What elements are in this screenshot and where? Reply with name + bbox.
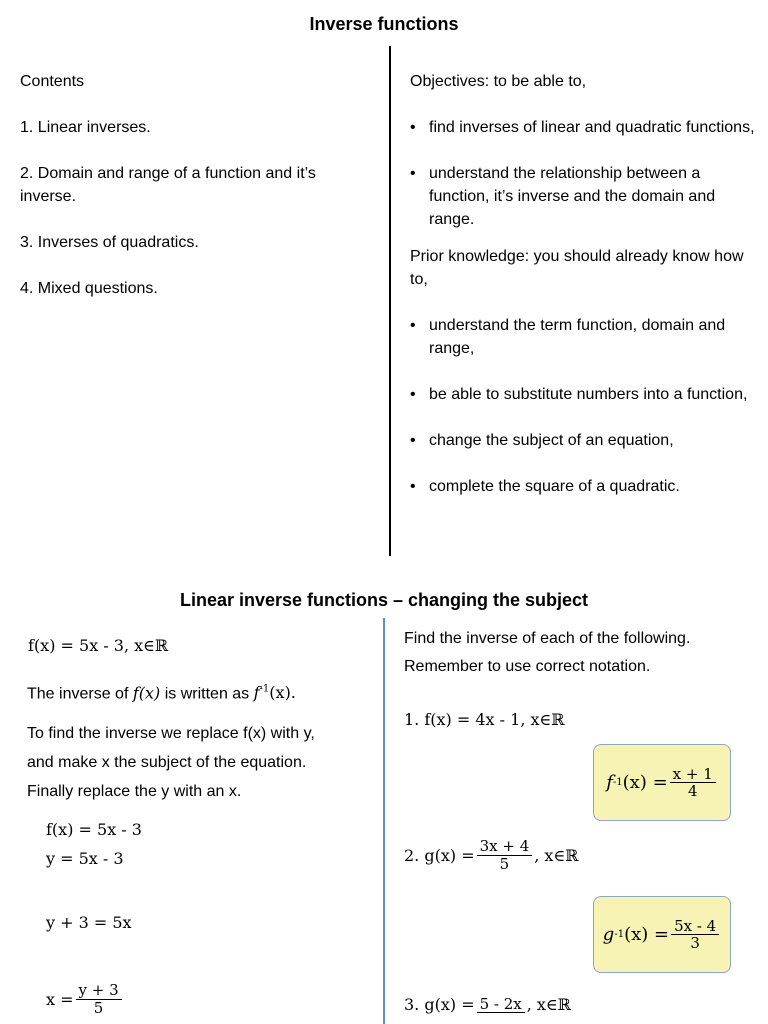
bullet-icon: • [410,432,416,449]
section-title: Linear inverse functions – changing the subject [179,590,589,610]
prior-item: • understand the term function, domain and range, [410,314,755,360]
step-fraction: x = $\frac{y + 3}{5}$ [46,982,124,1016]
instructions [404,625,690,681]
step-line: y + 3 = 5x [46,913,132,932]
section-divider [389,46,391,556]
method-line: Finally replace the y with an x. [27,783,242,800]
prior-heading: Prior knowledge: you should already know how to, [410,248,744,288]
answer-box-1: f -1 (x) = $\frac{x + 1}{4}$ [593,744,731,821]
example-definition: f(x) = 5x - 3, x∈ℝ [28,636,169,655]
contents-item: 3. Inverses of quadratics. [20,234,199,251]
bullet-icon: • [410,317,416,334]
contents-heading: Contents [20,73,85,90]
page-title: Inverse functions [309,14,459,34]
method-text [27,719,315,806]
prior-item: • change the subject of an equation, [410,429,755,452]
method-line: and make x the subject of the equation. [27,754,307,771]
question-1: 1. f(x) = 4x - 1, x∈ℝ [404,710,565,729]
step-line: f(x) = 5x - 3 [46,820,142,839]
question-3: 3. g(x) = 5 - 2x , x∈ℝ [404,994,572,1014]
objectives-section [410,70,755,498]
section2-divider [383,618,385,1024]
bullet-icon: • [410,386,416,403]
objective-item: • understand the relationship between a function, it’s inverse and the domain and range. [410,162,755,231]
prior-item: • be able to substitute numbers into a function, [410,383,755,406]
objectives-heading: Objectives: to be able to, [410,73,587,90]
question-2: 2. g(x) = $\frac{3x + 4}{5}$ , x∈ℝ [404,837,579,873]
objective-item: • find inverses of linear and quadratic functions, [410,116,755,139]
method-line: To find the inverse we replace f(x) with y, [27,725,315,742]
step-line: y = 5x - 3 [46,849,124,868]
contents-item: 4. Mixed questions. [20,280,158,297]
bullet-icon: • [410,165,416,182]
inverse-notation-text: The inverse of f(x) is written as $f^{-1}(x)$. [27,683,296,703]
bullet-icon: • [410,119,416,136]
answer-box-2: g -1 (x) = $\frac{5x - 4}{3}$ [593,896,731,973]
bullet-icon: • [410,478,416,495]
contents-item: 2. Domain and range of a function and it’s inverse. [20,165,316,205]
contents-item: 1. Linear inverses. [20,119,151,136]
contents-section [20,70,370,300]
instruction-line: Remember to use correct notation. [404,658,651,675]
instruction-line: Find the inverse of each of the following. [404,630,691,647]
prior-item: • complete the square of a quadratic. [410,475,755,498]
